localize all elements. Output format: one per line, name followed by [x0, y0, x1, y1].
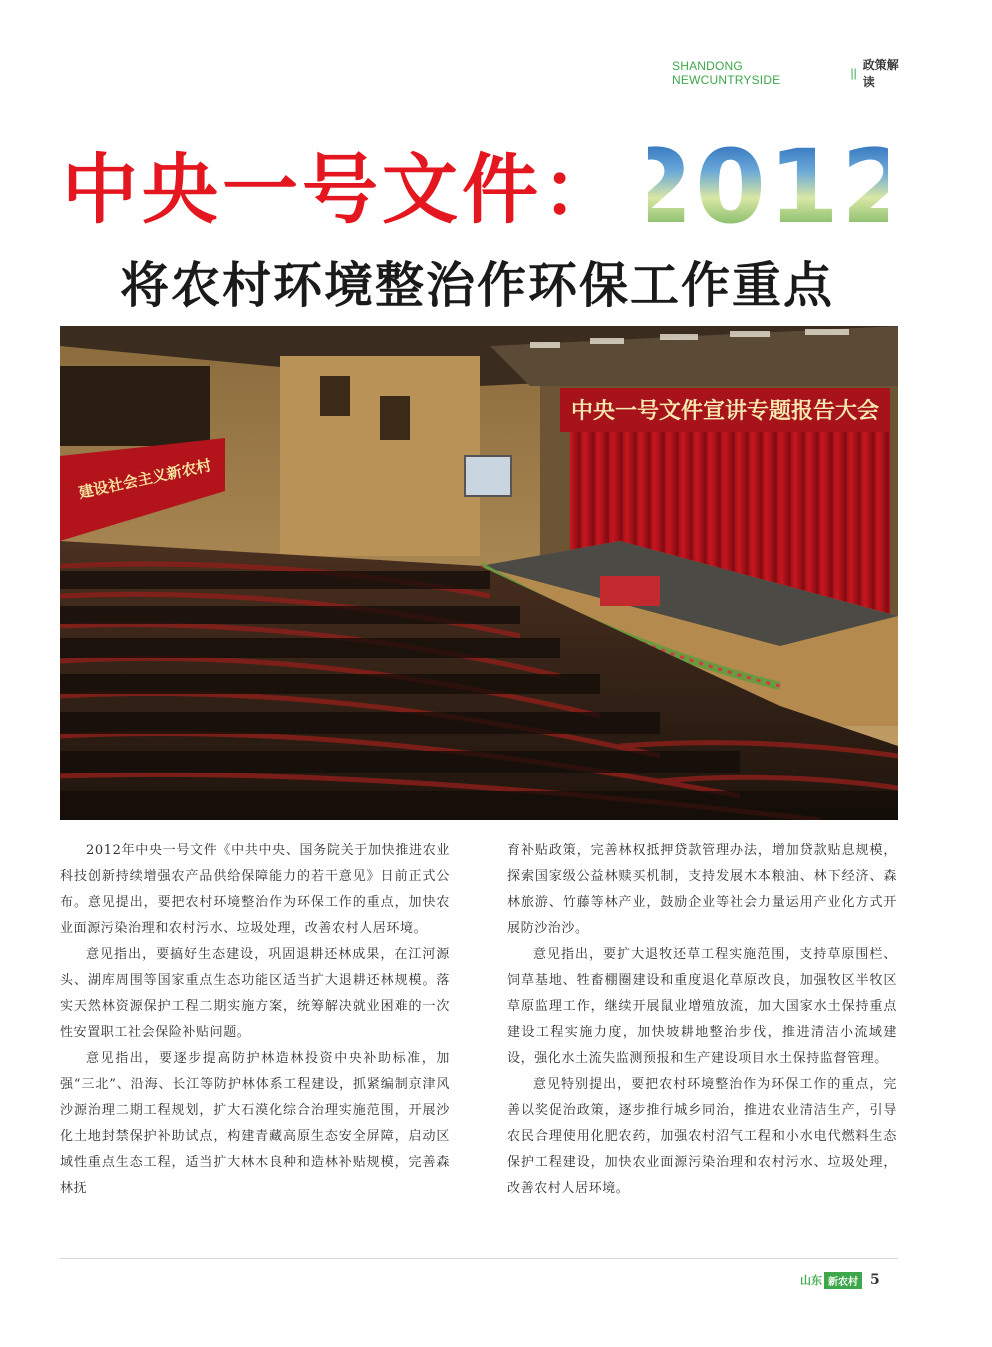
auditorium-photo — [60, 326, 898, 820]
side-banner: 建设社会主义新农村 — [77, 456, 213, 502]
section-label: 政策解读 — [862, 58, 899, 89]
article-title: 中央一号文件： — [62, 145, 622, 234]
stage-banner: 中央一号文件宣讲专题报告大会 — [570, 399, 880, 424]
article-column-right — [507, 838, 897, 1202]
page-number: 5 — [870, 1272, 880, 1288]
auditorium-illustration — [60, 326, 898, 820]
article-subtitle: 将农村环境整治作环保工作重点 — [120, 257, 835, 314]
article-paragraph: 意见指出，要扩大退牧还草工程实施范围，支持草原围栏、饲草基地、牲畜棚圈建设和重度退化草原改良，加强牧区半牧区草原监理工作，继续开展鼠业增殖放流，加大国家水土保持重点建设工程实施力度，加快坡耕地整治步伐，推进清洁小流域建设，强化水土流失监测预报和生产建设项目水土保持监督管理。 — [507, 947, 897, 1066]
title-year-graphic: 2012 — [622, 127, 914, 247]
page-header — [672, 58, 908, 89]
article-paragraph: 育补贴政策，完善林权抵押贷款管理办法，增加贷款贴息规模，探索国家级公益林赎买机制，支持发展木本粮油、林下经济、森林旅游、竹藤等林产业，鼓励企业等社会力量运用产业化方式开展防沙治沙。 — [507, 843, 897, 936]
footer-divider — [60, 1258, 898, 1259]
article-paragraph: 意见指出，要搞好生态建设，巩固退耕还林成果，在江河源头、湖库周围等国家重点生态功能区适当扩大退耕还林规模。落实天然林资源保护工程二期实施方案，统筹解决就业困难的一次性安置职工社会保险补贴问题。 — [60, 947, 450, 1040]
article-paragraph: 意见指出，要逐步提高防护林造林投资中央补助标准，加强“三北”、沿海、长江等防护林体系工程建设，抓紧编制京津风沙源治理二期工程规划，扩大石漠化综合治理实施范围，开展沙化土地封禁保护补助试点，构建青藏高原生态安全屏障，启动区域性重点生态工程，适当扩大林木良种和造林补贴规模，完善森林抚 — [60, 1051, 450, 1196]
article-paragraph: 意见特别提出，要把农村环境整治作为环保工作的重点，完善以奖促治政策，逐步推行城乡同治，推进农业清洁生产，引导农民合理使用化肥农药，加强农村沼气工程和小水电代燃料生态保护工程建设，加快农业面源污染治理和农村污水、垃圾处理，改善农村人居环境。 — [507, 1077, 897, 1196]
article-column-left — [60, 838, 450, 1202]
logo-text-en: 山东 — [800, 1275, 822, 1287]
logo-text-zh: 新农村 — [824, 1272, 862, 1289]
header-separator: || — [850, 66, 857, 80]
magazine-logo — [800, 1272, 862, 1289]
page-footer — [800, 1268, 880, 1292]
article-paragraph: 2012年中央一号文件《中共中央、国务院关于加快推进农业科技创新持续增强农产品供给保障能力的若干意见》日前正式公布。意见提出，要把农村环境整治作为环保工作的重点，加快农业面源污染治理和农村污水、垃圾处理，改善农村人居环境。 — [60, 843, 450, 936]
magazine-name-en: SHANDONG NEWCUNTRYSIDE — [672, 59, 781, 87]
